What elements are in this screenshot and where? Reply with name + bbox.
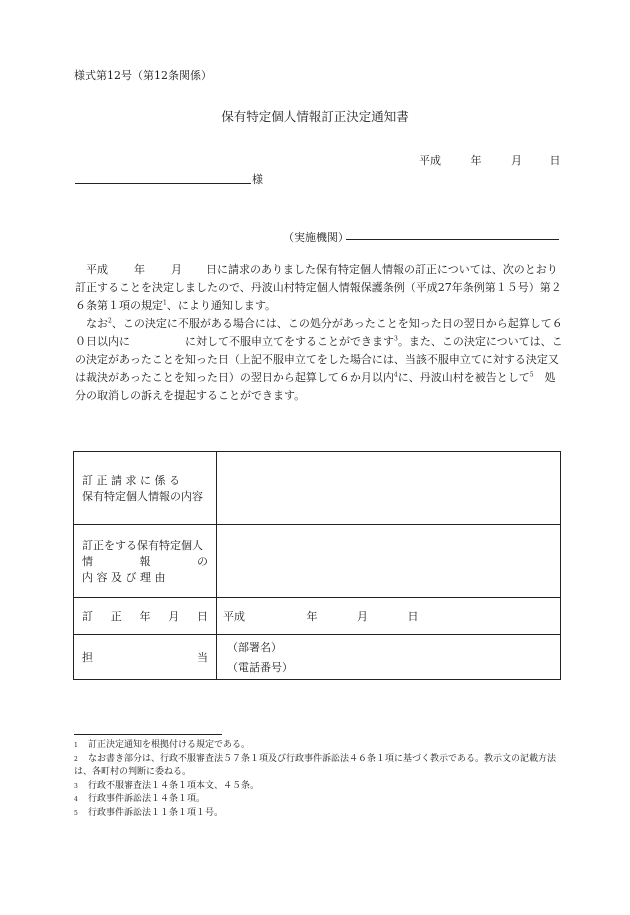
table-row — [74, 598, 561, 635]
document-title: 保有特定個人情報訂正決定通知書 — [221, 109, 409, 124]
body-paragraph-2: なお$^2$、この決定に不服がある場合には、この処分があったことを知った日の翌日から起算して６０日以内に に対して不服申立てをすることができます$^3$。また、この決定については、この決定があったことを知った日（上記不服申立てをした場合には、当該不服申立てに対する決定又は裁決があったことを知った日）の翌日から起算して６か月以内$^4$に、丹波山村を被告として$^5$ 処分の取消しの訴えを提起することができます。 — [75, 317, 563, 402]
table-row — [74, 635, 561, 680]
footnote-item: 3 行政不服審査法１４条１項本文、４５条。 — [74, 780, 260, 791]
date-era: 平成 — [419, 154, 441, 167]
correction-details-table — [73, 451, 561, 680]
correction-date-value[interactable]: 平成 年 月 日 — [217, 598, 561, 635]
institution-label: （実施機関） — [283, 231, 349, 244]
footnote-item: 2 なお書き部分は、行政不服審査法５７条１項及び行政事件訴訟法４６条１項に基づく教示である。教示文の記載方法は、各町村の判断に委ねる。 — [74, 753, 557, 777]
issue-date — [419, 152, 561, 168]
institution-blank-line — [346, 239, 559, 240]
body-paragraph-1: 平成 年 月 日に請求のありました保有特定個人情報の訂正については、次のとおり訂正することを決定しましたので、丹波山村特定個人情報保護条例（平成27年条例第１５号）第２６条第１項の規定$^1$、により通知します。 — [75, 263, 562, 312]
footnote-item: 5 行政事件訴訟法１１条１項１号。 — [74, 807, 224, 818]
table-row — [74, 525, 561, 598]
row-label-person-in-charge: 担 当 — [74, 635, 217, 680]
footnotes — [74, 739, 564, 820]
requested-content-value[interactable] — [217, 452, 561, 525]
date-year: 年 — [470, 154, 482, 167]
recipient-suffix: 様 — [252, 173, 263, 186]
footnote-item: 4 行政事件訴訟法１４条１項。 — [74, 794, 206, 804]
footnote-divider — [74, 734, 222, 735]
date-day: 日 — [549, 154, 561, 167]
recipient-blank-line — [75, 183, 251, 184]
table-row — [74, 452, 561, 525]
correction-reason-value[interactable] — [217, 525, 561, 598]
footnote-item: 1 訂正決定通知を根拠付ける規定である。 — [74, 740, 251, 750]
row-label-correction-date: 訂 正 年 月 日 — [74, 598, 217, 635]
person-in-charge-value[interactable]: （部署名） （電話番号） — [217, 635, 561, 680]
row-label-requested-content: 訂 正 請 求 に 係 る 保有特定個人情報の内容 — [74, 452, 217, 525]
date-month: 月 — [511, 154, 522, 167]
notice-body — [75, 261, 563, 405]
row-label-correction-reason: 訂正をする保有特定個人 情 報 の 内 容 及 び 理 由 — [74, 525, 217, 598]
form-number: 様式第12号（第12条関係） — [74, 69, 212, 82]
